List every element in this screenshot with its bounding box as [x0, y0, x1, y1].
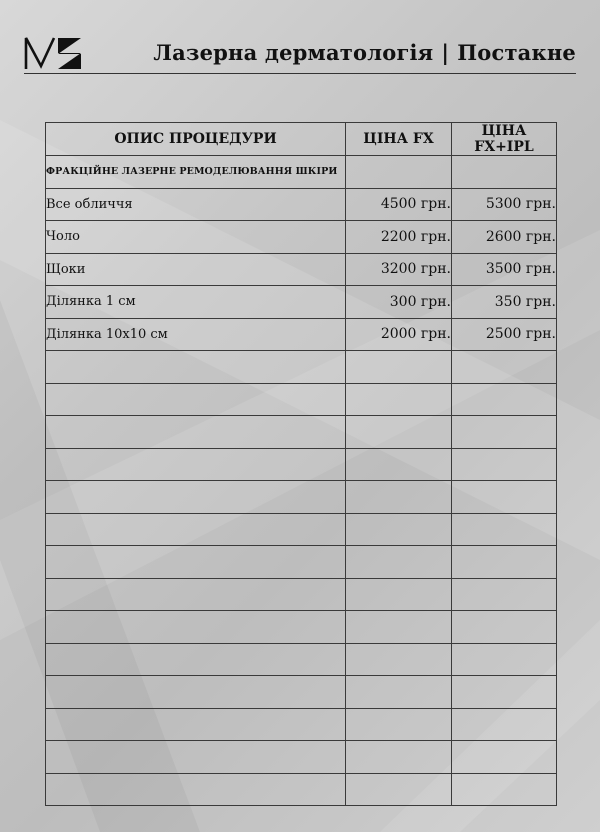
procedure-name: Ділянка 10х10 см	[46, 318, 346, 351]
empty-row	[46, 448, 557, 481]
price-table	[45, 122, 557, 806]
table-cell-empty	[452, 448, 557, 481]
table-cell-empty	[346, 546, 452, 579]
title-separator: |	[441, 40, 450, 65]
price-fx: 300 грн.	[346, 286, 452, 319]
table-cell-empty	[346, 383, 452, 416]
table-cell-empty	[46, 513, 346, 546]
title-main: Лазерна дерматологія	[153, 40, 434, 65]
price-fx-ipl: 3500 грн.	[452, 253, 557, 286]
page-title	[153, 40, 576, 65]
table-cell-empty	[46, 773, 346, 806]
price-fx-ipl: 350 грн.	[452, 286, 557, 319]
table-cell-empty	[346, 643, 452, 676]
price-fx: 2000 грн.	[346, 318, 452, 351]
price-fx: 3200 грн.	[346, 253, 452, 286]
table-row	[46, 253, 557, 286]
table-cell-empty	[452, 741, 557, 774]
table-cell-empty	[452, 156, 557, 189]
table-cell-empty	[46, 448, 346, 481]
table-row	[46, 318, 557, 351]
empty-row	[46, 513, 557, 546]
table-cell-empty	[46, 416, 346, 449]
section-row	[46, 156, 557, 189]
table-cell-empty	[452, 611, 557, 644]
table-cell-empty	[346, 708, 452, 741]
empty-row	[46, 708, 557, 741]
table-cell-empty	[46, 611, 346, 644]
empty-row	[46, 416, 557, 449]
table-cell-empty	[346, 611, 452, 644]
column-header-price-fx-ipl: ЦІНА FX+IPL	[452, 123, 557, 156]
table-cell-empty	[346, 578, 452, 611]
table-cell-empty	[452, 513, 557, 546]
table-cell-empty	[452, 773, 557, 806]
table-row	[46, 286, 557, 319]
table-cell-empty	[346, 481, 452, 514]
table-cell-empty	[346, 351, 452, 384]
table-cell-empty	[346, 156, 452, 189]
price-fx-ipl: 5300 грн.	[452, 188, 557, 221]
section-title: ФРАКЦІЙНЕ ЛАЗЕРНЕ РЕМОДЕЛЮВАННЯ ШКІРИ	[46, 156, 346, 189]
empty-row	[46, 643, 557, 676]
table-cell-empty	[452, 546, 557, 579]
table-cell-empty	[46, 546, 346, 579]
table-cell-empty	[46, 643, 346, 676]
table-header-row	[46, 123, 557, 156]
table-cell-empty	[46, 481, 346, 514]
empty-row	[46, 773, 557, 806]
empty-row	[46, 578, 557, 611]
table-cell-empty	[452, 481, 557, 514]
table-cell-empty	[346, 448, 452, 481]
procedure-name: Ділянка 1 см	[46, 286, 346, 319]
procedure-name: Чоло	[46, 221, 346, 254]
title-sub: Постакне	[457, 40, 576, 65]
table-cell-empty	[452, 578, 557, 611]
table-cell-empty	[452, 676, 557, 709]
empty-row	[46, 481, 557, 514]
table-cell-empty	[46, 741, 346, 774]
table-cell-empty	[346, 676, 452, 709]
empty-row	[46, 741, 557, 774]
empty-row	[46, 383, 557, 416]
table-cell-empty	[46, 351, 346, 384]
ms-logo-icon	[24, 36, 82, 70]
empty-row	[46, 546, 557, 579]
table-cell-empty	[452, 416, 557, 449]
table-cell-empty	[346, 416, 452, 449]
empty-row	[46, 676, 557, 709]
header-divider	[24, 73, 576, 74]
table-cell-empty	[346, 513, 452, 546]
table-cell-empty	[452, 708, 557, 741]
empty-row	[46, 351, 557, 384]
price-fx-ipl: 2600 грн.	[452, 221, 557, 254]
price-fx-ipl: 2500 грн.	[452, 318, 557, 351]
column-header-description: ОПИС ПРОЦЕДУРИ	[46, 123, 346, 156]
table-cell-empty	[46, 676, 346, 709]
table-cell-empty	[452, 643, 557, 676]
procedure-name: Щоки	[46, 253, 346, 286]
table-cell-empty	[46, 708, 346, 741]
table-row	[46, 221, 557, 254]
table-row	[46, 188, 557, 221]
price-fx: 4500 грн.	[346, 188, 452, 221]
table-cell-empty	[346, 741, 452, 774]
price-fx: 2200 грн.	[346, 221, 452, 254]
table-cell-empty	[46, 383, 346, 416]
table-cell-empty	[452, 351, 557, 384]
table-cell-empty	[346, 773, 452, 806]
column-header-price-fx: ЦІНА FX	[346, 123, 452, 156]
table-cell-empty	[46, 578, 346, 611]
empty-row	[46, 611, 557, 644]
table-cell-empty	[452, 383, 557, 416]
procedure-name: Все обличчя	[46, 188, 346, 221]
